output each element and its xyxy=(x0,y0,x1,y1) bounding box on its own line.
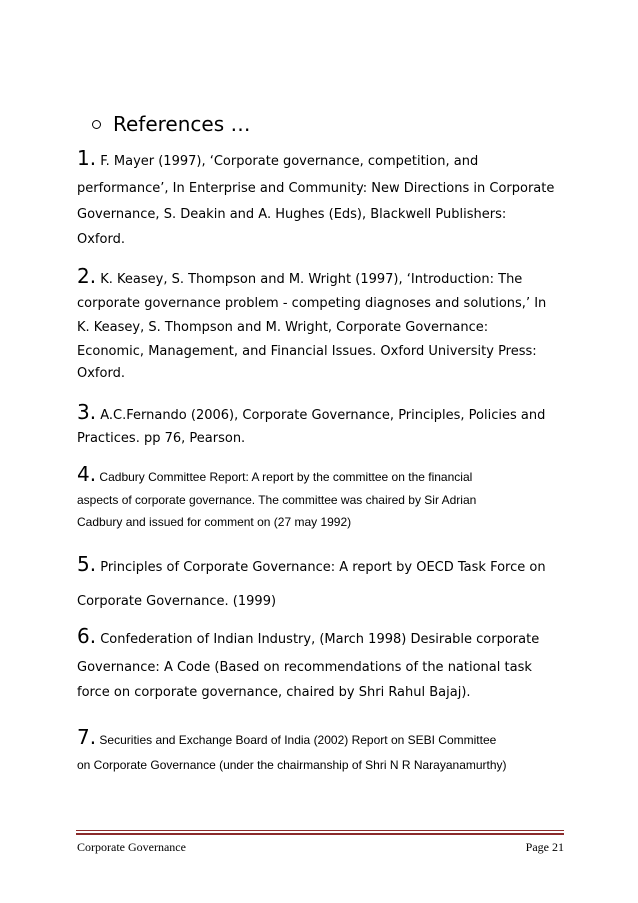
reference-line: K. Keasey, S. Thompson and M. Wright (1997), ‘Introduction: The xyxy=(96,272,523,287)
reference-line: Economic, Management, and Financial Issues. Oxford University Press: xyxy=(77,344,537,359)
reference-line: on Corporate Governance (under the chairmanship of Shri N R Narayanamurthy) xyxy=(77,758,507,772)
footer-title: Corporate Governance xyxy=(77,840,186,854)
reference-number: 7. xyxy=(77,725,97,749)
reference-line: Securities and Exchange Board of India (2002) Report on SEBI Committee xyxy=(96,733,497,747)
reference-line: aspects of corporate governance. The committee was chaired by Sir Adrian xyxy=(77,493,477,507)
reference-number: 2. xyxy=(77,264,97,288)
reference-number: 6. xyxy=(77,624,97,648)
bullet-icon xyxy=(92,120,101,129)
reference-number: 3. xyxy=(77,400,97,424)
reference-line: Governance: A Code (Based on recommendations of the national task xyxy=(77,660,532,675)
reference-line: Confederation of Indian Industry, (March 1998) Desirable corporate xyxy=(96,632,540,647)
reference-number: 1. xyxy=(77,146,97,170)
reference-line: A.C.Fernando (2006), Corporate Governance, Principles, Policies and xyxy=(96,408,546,423)
reference-line: performance’, In Enterprise and Community: New Directions in Corporate xyxy=(77,181,555,196)
reference-line: Oxford. xyxy=(77,232,125,247)
reference-number: 4. xyxy=(77,462,97,486)
reference-number: 5. xyxy=(77,552,97,576)
reference-line: Practices. pp 76, Pearson. xyxy=(77,431,246,446)
reference-line: Corporate Governance. (1999) xyxy=(77,594,277,609)
reference-line: Governance, S. Deakin and A. Hughes (Eds), Blackwell Publishers: xyxy=(77,207,507,222)
reference-line: F. Mayer (1997), ‘Corporate governance, competition, and xyxy=(96,154,479,169)
references-heading xyxy=(92,112,251,136)
footer-divider-thick xyxy=(76,833,564,835)
heading-text: References … xyxy=(113,112,251,136)
reference-line: Cadbury and issued for comment on (27 may 1992) xyxy=(77,515,352,529)
reference-line: Oxford. xyxy=(77,366,125,381)
reference-line: corporate governance problem - competing diagnoses and solutions,’ In xyxy=(77,296,547,311)
footer-divider xyxy=(76,830,564,831)
reference-line: Cadbury Committee Report: A report by the committee on the financial xyxy=(96,470,473,484)
reference-line: force on corporate governance, chaired by Shri Rahul Bajaj). xyxy=(77,685,471,700)
reference-line: K. Keasey, S. Thompson and M. Wright, Corporate Governance: xyxy=(77,320,489,335)
reference-line: Principles of Corporate Governance: A report by OECD Task Force on xyxy=(96,560,546,575)
page-number: Page 21 xyxy=(525,840,564,854)
